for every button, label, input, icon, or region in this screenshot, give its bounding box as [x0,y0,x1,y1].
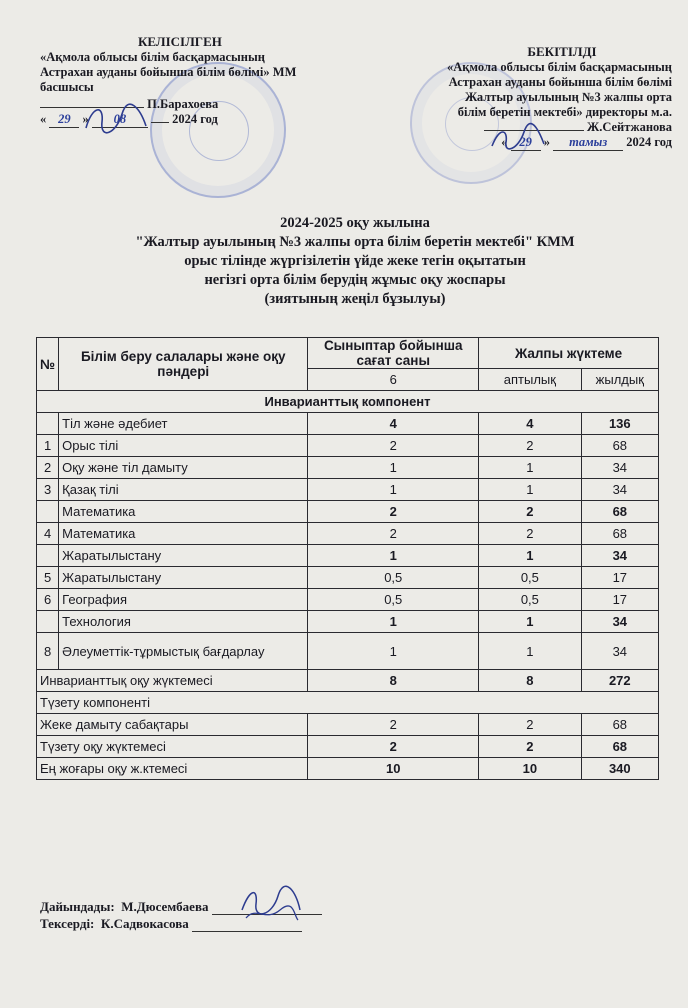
row-subject: Математика [59,523,308,545]
row-subject: Жаратылыстану [59,567,308,589]
agreed-date-year: 2024 год [172,112,218,126]
row-hours: 0,5 [308,589,479,611]
row-hours: 2 [308,523,479,545]
correction-yearly: 68 [581,736,658,758]
approved-heading: БЕКІТІЛДІ [527,44,597,59]
row-weekly: 2 [479,501,581,523]
approved-date-year: 2024 год [626,135,672,149]
correction-label: Түзету оқу жүктемесі [37,736,308,758]
row-yearly: 68 [581,501,658,523]
row-yearly: 34 [581,545,658,567]
row-num: 6 [37,589,59,611]
correction-hours: 2 [308,736,479,758]
subject-row [37,633,659,670]
row-yearly: 34 [581,457,658,479]
header-hours: Сыныптар бойынша сағат саны [308,338,479,369]
row-num [37,413,59,435]
header-subject: Білім беру салалары және оқу пәндері [59,338,308,391]
row-weekly: 1 [479,457,581,479]
prepared-name: М.Дюсембаева [121,899,209,914]
invariant-total-weekly: 8 [479,670,581,692]
row-num: 2 [37,457,59,479]
header-yearly: жылдық [581,369,658,391]
row-yearly: 34 [581,611,658,633]
row-yearly: 17 [581,567,658,589]
row-yearly: 136 [581,413,658,435]
agreed-line-2: Астрахан ауданы бойынша білім бөлімі» ММ [40,65,297,79]
subject-row [37,523,659,545]
subject-row [37,611,659,633]
row-subject: Оқу және тіл дамыту [59,457,308,479]
row-hours: 2 [308,435,479,457]
row-subject: Жаратылыстану [59,545,308,567]
approved-signer: Ж.Сейтжанова [586,120,672,134]
approved-date-open: « [501,135,508,149]
row-hours: 1 [308,633,479,670]
document-title [60,214,650,309]
row-subject: География [59,589,308,611]
approved-date-month: тамыз [553,135,623,151]
invariant-total-label: Инварианттық оқу жүктемесі [37,670,308,692]
invariant-section-title: Инварианттық компонент [37,391,659,413]
correction-weekly: 2 [479,736,581,758]
approved-line-2: Астрахан ауданы бойынша білім бөлімі [448,75,672,89]
agreed-signature-scribble [82,100,152,140]
row-yearly: 68 [581,435,658,457]
row-num: 5 [37,567,59,589]
row-hours: 1 [308,545,479,567]
header-num: № [37,338,59,391]
row-subject: Әлеуметтік-тұрмыстық бағдарлау [59,633,308,670]
checked-label: Тексерді: [40,916,95,931]
checked-signature-line [192,931,302,932]
agreed-date-gap [151,122,169,123]
approved-date-close: » [543,135,551,149]
row-yearly: 17 [581,589,658,611]
agreed-date-close: » [82,112,89,126]
row-subject: Қазақ тілі [59,479,308,501]
row-subject: Математика [59,501,308,523]
prepared-label: Дайындады: [40,899,115,914]
correction-yearly: 68 [581,714,658,736]
row-weekly: 0,5 [479,567,581,589]
agreed-line-1: «Ақмола облысы білім басқармасының [40,50,265,64]
row-hours: 1 [308,479,479,501]
correction-label: Ең жоғары оқу ж.ктемесі [37,758,308,780]
row-num: 8 [37,633,59,670]
correction-row [37,714,659,736]
row-num [37,501,59,523]
agreed-date-open: « [40,112,47,126]
row-weekly: 1 [479,545,581,567]
subject-rows [37,413,659,670]
checked-name: К.Садвокасова [100,916,189,931]
row-num: 1 [37,435,59,457]
row-hours: 0,5 [308,567,479,589]
title-line-5: (зиятының жеңіл бұзылуы) [264,291,446,307]
agreed-line-3: басшысы [40,80,94,94]
title-line-2: "Жалтыр ауылының №3 жалпы орта білім беретін мектебі" КММ [135,234,575,250]
subject-row [37,501,659,523]
row-subject: Орыс тілі [59,435,308,457]
row-yearly: 34 [581,633,658,670]
row-yearly: 68 [581,523,658,545]
approved-line-4: білім беретін мектебі» директоры м.а. [457,105,672,119]
row-yearly: 34 [581,479,658,501]
subject-row [37,479,659,501]
row-weekly: 4 [479,413,581,435]
row-hours: 2 [308,501,479,523]
subject-row [37,413,659,435]
row-weekly: 1 [479,633,581,670]
correction-yearly: 340 [581,758,658,780]
curriculum-table [36,337,659,780]
correction-weekly: 2 [479,714,581,736]
correction-weekly: 10 [479,758,581,780]
subject-row [37,457,659,479]
row-weekly: 1 [479,479,581,501]
row-subject: Тіл және әдебиет [59,413,308,435]
subject-row [37,567,659,589]
subject-row [37,589,659,611]
subject-row [37,435,659,457]
approved-date-day: 29 [511,135,541,151]
row-hours: 1 [308,611,479,633]
correction-rows [37,714,659,780]
row-num: 4 [37,523,59,545]
row-weekly: 1 [479,611,581,633]
footer-signature-scribble [236,880,306,924]
agreed-date-day: 29 [49,112,79,128]
correction-row [37,736,659,758]
header-total-load: Жалпы жүктеме [479,338,659,369]
row-num [37,545,59,567]
title-line-4: негізгі орта білім берудің жұмыс оқу жоспары [204,272,506,288]
row-num: 3 [37,479,59,501]
row-weekly: 2 [479,523,581,545]
header-grade: 6 [308,369,479,391]
correction-row [37,758,659,780]
row-subject: Технология [59,611,308,633]
approved-line-1: «Ақмола облысы білім басқармасының [447,60,672,74]
invariant-total-hours: 8 [308,670,479,692]
agreed-heading: КЕЛІСІЛГЕН [138,34,222,49]
agreed-signer: П.Барахоева [147,97,219,111]
approved-line-3: Жалтыр ауылының №3 жалпы орта [464,90,672,104]
correction-label: Жеке дамыту сабақтары [37,714,308,736]
correction-hours: 2 [308,714,479,736]
correction-section-title: Түзету компоненті [37,692,659,714]
subject-row [37,545,659,567]
title-line-1: 2024-2025 оқу жылына [280,215,430,231]
approved-signature-scribble [488,122,551,154]
row-num [37,611,59,633]
invariant-total-yearly: 272 [581,670,658,692]
row-hours: 1 [308,457,479,479]
row-weekly: 0,5 [479,589,581,611]
row-hours: 4 [308,413,479,435]
header-weekly: аптылық [479,369,581,391]
agreed-date-month: 08 [92,112,148,128]
title-line-3: орыс тілінде жүргізілетін үйде жеке тегін оқытатын [184,253,526,269]
row-weekly: 2 [479,435,581,457]
correction-hours: 10 [308,758,479,780]
